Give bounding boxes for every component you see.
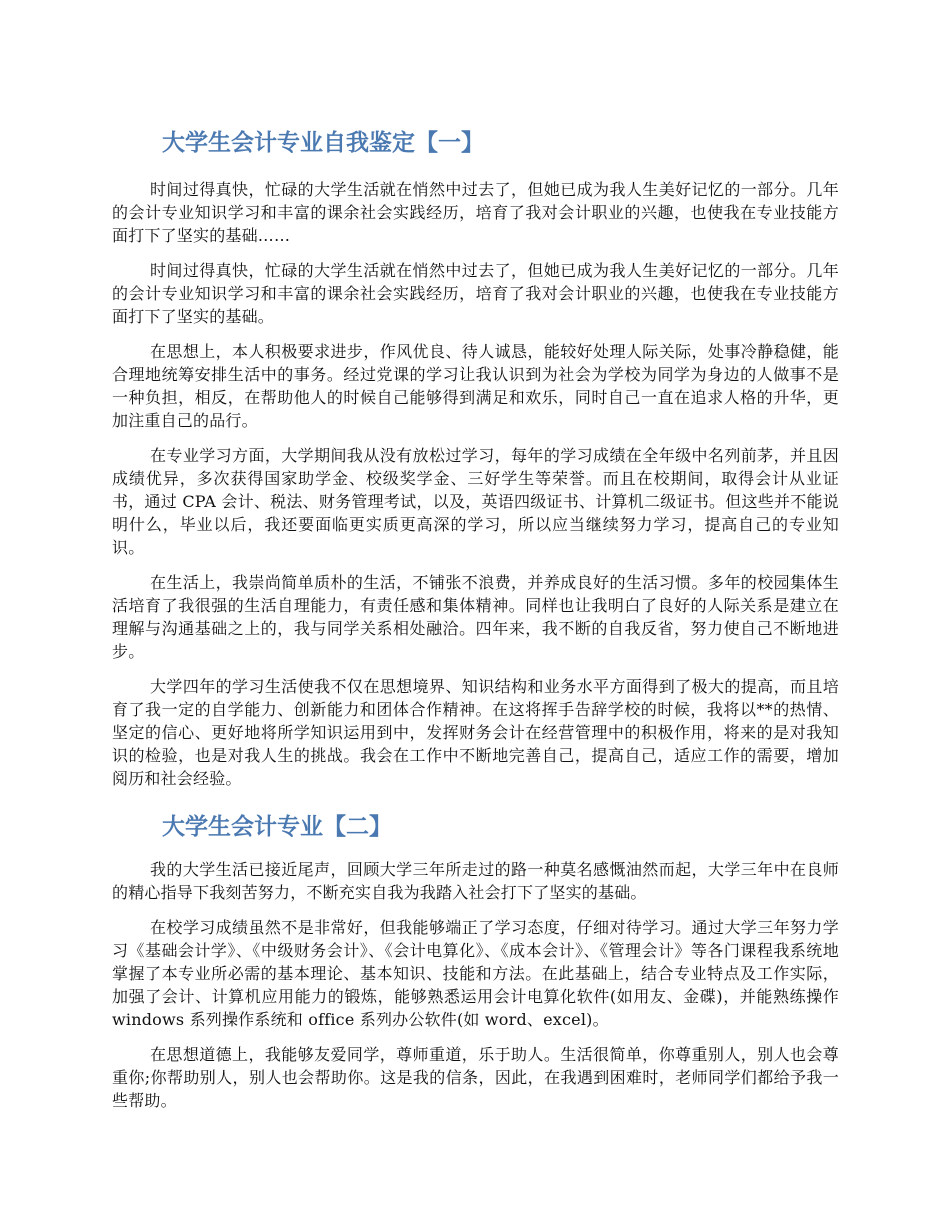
section-1-paragraph-5: 在生活上，我崇尚简单质朴的生活，不铺张不浪费，并养成良好的生活习惯。多年的校园集体生活培育了我很强的生活自理能力，有责任感和集体精神。同样也让我明白了良好的人际关系是建立在理解与沟通基础之上的，我与同学关系相处融洽。四年来，我不断的自我反省，努力使自己不断地进步。 (112, 573, 839, 661)
section-2-paragraph-2: 在校学习成绩虽然不是非常好，但我能够端正了学习态度，仔细对待学习。通过大学三年努力学习《基础会计学》、《中级财务会计》、《会计电算化》、《成本会计》、《管理会计》等各门课程我系统地掌握了本专业所必需的基本理论、基本知识、技能和方法。在此基础上，结合专业特点及工作实际，加强了会计、计算机应用能力的锻炼，能够熟悉运用会计电算化软件(如用友、金碟)，并能熟练操作 windows 系列操作系统和 office 系列办公软件(如 word、excel)。 (112, 918, 839, 1029)
document-body (112, 118, 839, 1124)
section-1-paragraph-2: 时间过得真快，忙碌的大学生活就在悄然中过去了，但她已成为我人生美好记忆的一部分。几年的会计专业知识学习和丰富的课余社会实践经历，培育了我对会计职业的兴趣，也使我在专业技能方面打下了坚实的基础。 (112, 261, 839, 326)
section-1-paragraph-3: 在思想上，本人积极要求进步，作风优良、待人诚恳，能较好处理人际关际，处事冷静稳健，能合理地统筹安排生活中的事务。经过党课的学习让我认识到为社会为学校为同学为身边的人做事不是一种负担，相反，在帮助他人的时候自己能够得到满足和欢乐，同时自己一直在追求人格的升华，更加注重自己的品行。 (112, 342, 839, 430)
section-1-title: 大学生会计专业自我鉴定【一】 (162, 130, 484, 156)
section-1-paragraph-1: 时间过得真快，忙碌的大学生活就在悄然中过去了，但她已成为我人生美好记忆的一部分。几年的会计专业知识学习和丰富的课余社会实践经历，培育了我对会计职业的兴趣，也使我在专业技能方面打下了坚实的基础…… (112, 180, 839, 245)
section-2-paragraph-1: 我的大学生活已接近尾声，回顾大学三年所走过的路一种莫名感慨油然而起，大学三年中在良师的精心指导下我刻苦努力，不断充实自我为我踏入社会打下了坚实的基础。 (112, 860, 839, 902)
section-2-paragraph-3: 在思想道德上，我能够友爱同学，尊师重道，乐于助人。生活很简单，你尊重别人，别人也会尊重你;你帮助别人，别人也会帮助你。这是我的信条，因此，在我遇到困难时，老师同学们都给予我一些帮助。 (112, 1045, 839, 1110)
section-2-title: 大学生会计专业【二】 (162, 814, 392, 840)
section-1-paragraph-6: 大学四年的学习生活使我不仅在思想境界、知识结构和业务水平方面得到了极大的提高，而且培育了我一定的自学能力、创新能力和团体合作精神。在这将挥手告辞学校的时候，我将以**的热情、坚定的信心、更好地将所学知识运用到中，发挥财务会计在经营管理中的积极作用，将来的是对我知识的检验，也是对我人生的挑战。我会在工作中不断地完善自己，提高自己，适应工作的需要，增加阅历和社会经验。 (112, 677, 839, 788)
section-1-paragraph-4: 在专业学习方面，大学期间我从没有放松过学习，每年的学习成绩在全年级中名列前茅，并且因成绩优异，多次获得国家助学金、校级奖学金、三好学生等荣誉。而且在校期间，取得会计从业证书，通过 CPA 会计、税法、财务管理考试，以及，英语四级证书、计算机二级证书。但这些并不能说明什么，毕业以后，我还要面临更实质更高深的学习，所以应当继续努力学习，提高自己的专业知识。 (112, 446, 839, 557)
